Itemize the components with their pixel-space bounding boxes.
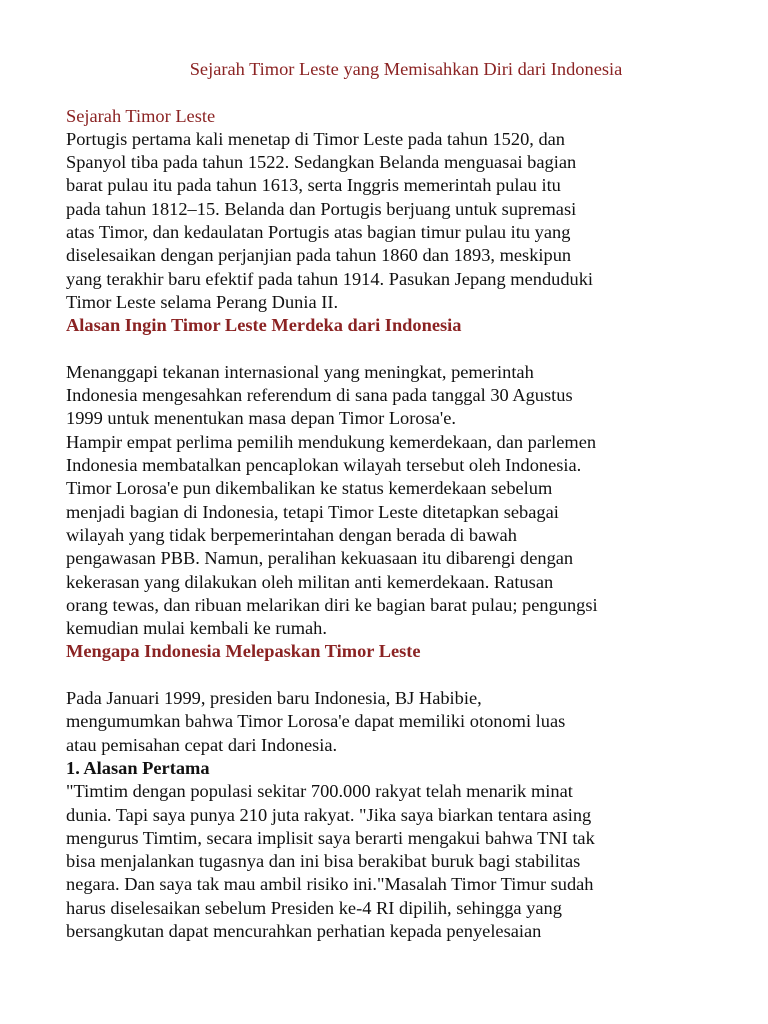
paragraph-sejarah [66, 128, 722, 314]
text-line: wilayah yang tidak berpemerintahan dengan berada di bawah [66, 524, 517, 545]
text-line: diselesaikan dengan perjanjian pada tahun 1860 dan 1893, meskipun [66, 245, 572, 266]
section-heading-mengapa: Mengapa Indonesia Melepaskan Timor Leste [66, 641, 421, 662]
text-line: Spanyol tiba pada tahun 1522. Sedangkan Belanda menguasai bagian [66, 152, 577, 173]
text-line: orang tewas, dan ribuan melarikan diri ke bagian barat pulau; pengungsi [66, 594, 598, 615]
text-line: pengawasan PBB. Namun, peralihan kekuasaan itu dibarengi dengan [66, 548, 574, 569]
text-line: Portugis pertama kali menetap di Timor Leste pada tahun 1520, dan [66, 128, 566, 149]
paragraph-alasan-a [66, 361, 722, 431]
text-line: mengurus Timtim, secara implisit saya berarti mengakui bahwa TNI tak [66, 827, 595, 848]
paragraph-alasan-pertama [66, 780, 722, 943]
text-line: mengumumkan bahwa Timor Lorosa'e dapat memiliki otonomi luas [66, 711, 566, 732]
text-line: harus diselesaikan sebelum Presiden ke-4 RI dipilih, sehingga yang [66, 897, 562, 918]
text-line: barat pulau itu pada tahun 1613, serta Inggris memerintah pulau itu [66, 175, 561, 196]
text-line: Indonesia mengesahkan referendum di sana pada tanggal 30 Agustus [66, 385, 573, 406]
section-heading-sejarah: Sejarah Timor Leste [66, 105, 216, 126]
text-line: yang terakhir baru efektif pada tahun 1914. Pasukan Jepang menduduki [66, 268, 594, 289]
text-line: bisa menjalankan tugasnya dan ini bisa berakibat buruk bagi stabilitas [66, 851, 581, 872]
blank-line [66, 338, 722, 361]
section-heading-alasan: Alasan Ingin Timor Leste Merdeka dari Indonesia [66, 315, 462, 336]
blank-line [66, 664, 722, 687]
text-line: "Timtim dengan populasi sekitar 700.000 rakyat telah menarik minat [66, 781, 573, 802]
title-spacer [66, 81, 722, 104]
text-line: kekerasan yang dilakukan oleh militan anti kemerdekaan. Ratusan [66, 571, 554, 592]
text-line: negara. Dan saya tak mau ambil risiko ini."Masalah Timor Timur sudah [66, 874, 594, 895]
text-line: pada tahun 1812–15. Belanda dan Portugis berjuang untuk supremasi [66, 198, 577, 219]
paragraph-mengapa [66, 687, 722, 757]
text-line: Menanggapi tekanan internasional yang meningkat, pemerintah [66, 361, 534, 382]
text-line: atau pemisahan cepat dari Indonesia. [66, 734, 338, 755]
text-line: dunia. Tapi saya punya 210 juta rakyat. "Jika saya biarkan tentara asing [66, 804, 592, 825]
text-line: atas Timor, dan kedaulatan Portugis atas bagian timur pulau itu yang [66, 222, 571, 243]
text-line: Timor Lorosa'e pun dikembalikan ke status kemerdekaan sebelum [66, 478, 553, 499]
text-line: bersangkutan dapat mencurahkan perhatian kepada penyelesaian [66, 920, 542, 941]
text-line: Indonesia membatalkan pencaplokan wilayah tersebut oleh Indonesia. [66, 455, 582, 476]
paragraph-alasan-b [66, 431, 722, 641]
text-line: Timor Leste selama Perang Dunia II. [66, 291, 339, 312]
text-line: kemudian mulai kembali ke rumah. [66, 618, 327, 639]
text-line: menjadi bagian di Indonesia, tetapi Timor Leste ditetapkan sebagai [66, 501, 559, 522]
text-line: Pada Januari 1999, presiden baru Indonesia, BJ Habibie, [66, 688, 482, 709]
text-line: Hampir empat perlima pemilih mendukung kemerdekaan, dan parlemen [66, 431, 597, 452]
document-title: Sejarah Timor Leste yang Memisahkan Diri dari Indonesia [189, 59, 623, 79]
subheading-alasan-pertama: 1. Alasan Pertama [66, 757, 210, 778]
text-line: 1999 untuk menentukan masa depan Timor Lorosa'e. [66, 408, 456, 429]
